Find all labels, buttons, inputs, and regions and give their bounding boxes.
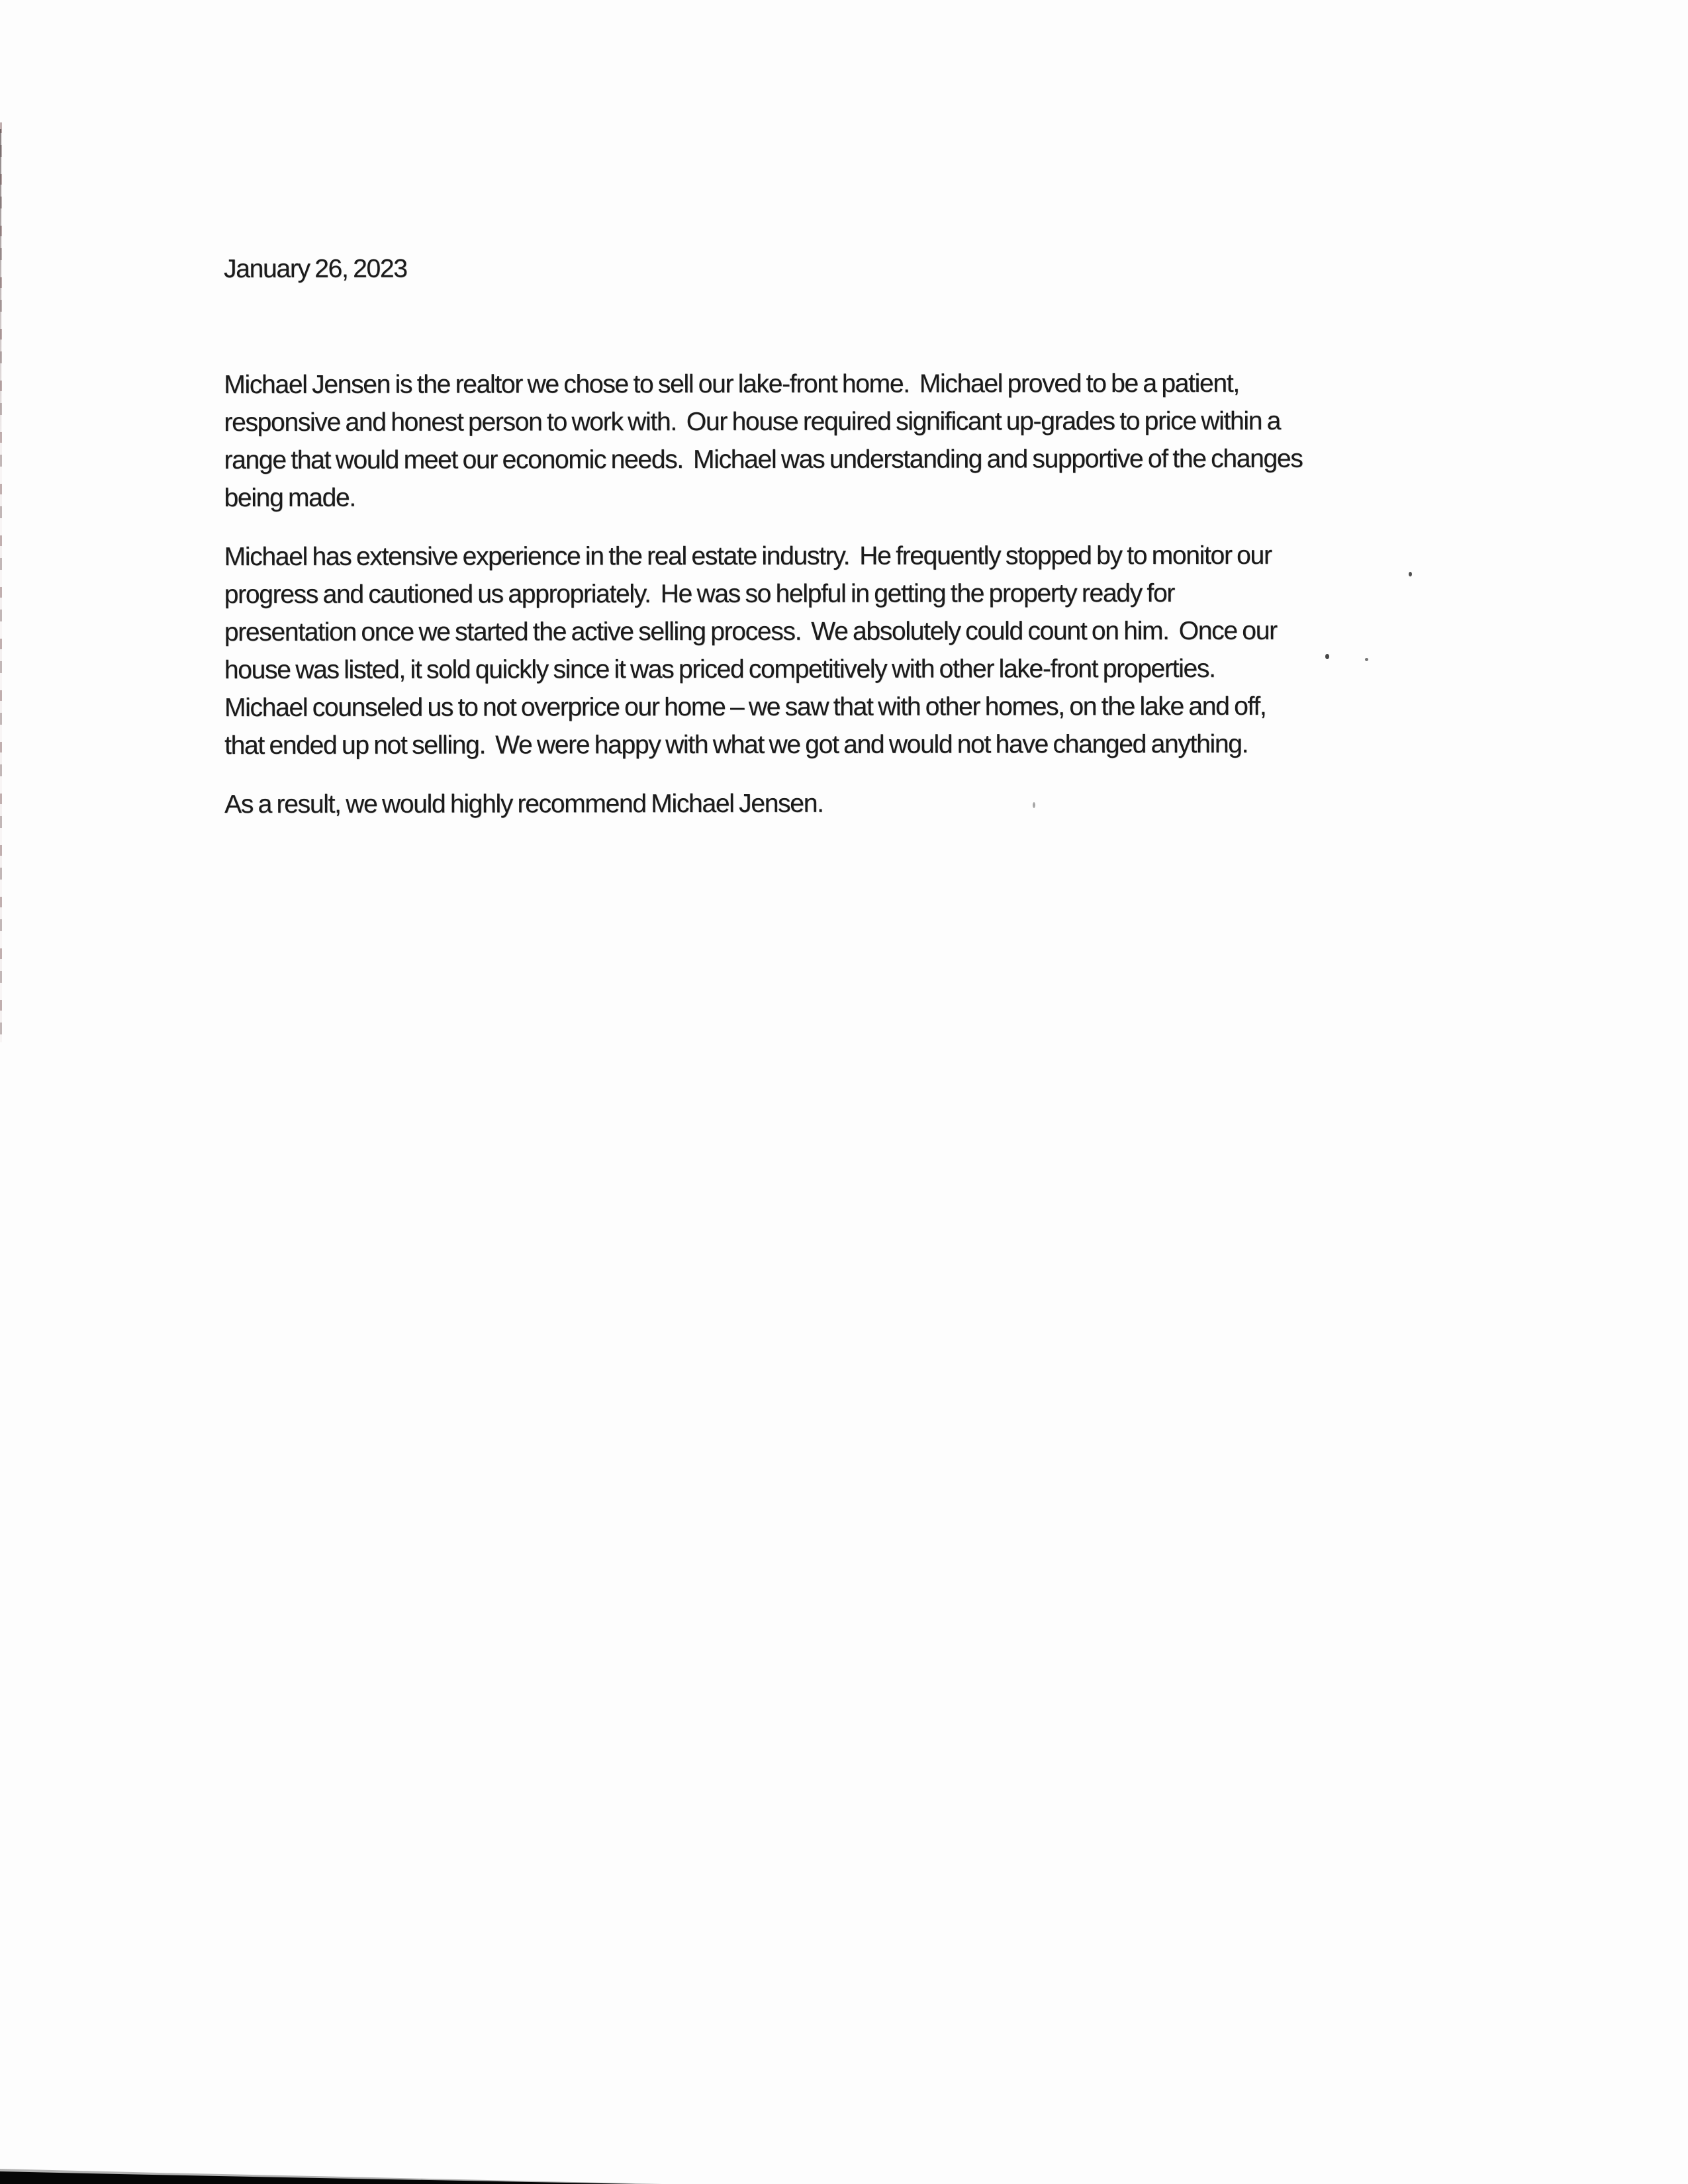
text-line: presentation once we started the active selling process. We absolutely could count on him. Once our <box>224 616 1277 647</box>
text-line: being made. <box>224 483 355 512</box>
scan-left-edge-artifact-dark <box>0 129 1 433</box>
text-line: range that would meet our economic needs. Michael was understanding and supportive of the changes <box>224 444 1303 475</box>
letter-date: January 26, 2023 <box>224 254 407 283</box>
ink-speck <box>1325 654 1329 659</box>
text-line: Michael has extensive experience in the real estate industry. He frequently stopped by to monitor our <box>224 541 1272 571</box>
ink-speck <box>1365 658 1368 661</box>
text-line: Michael Jensen is the realtor we chose to sell our lake-front home. Michael proved to be a patient, <box>224 369 1239 399</box>
paragraph-3 <box>224 784 1456 823</box>
text-line: responsive and honest person to work with. Our house required significant up-grades to price within a <box>224 406 1281 437</box>
paragraph-2 <box>224 536 1456 764</box>
ink-speck <box>1033 802 1035 808</box>
text-line: As a result, we would highly recommend Michael Jensen. <box>224 789 823 819</box>
text-line: that ended up not selling. We were happy with what we got and would not have changed anything. <box>224 729 1248 760</box>
text-line: progress and cautioned us appropriately. He was so helpful in getting the property ready for <box>224 578 1175 609</box>
text-line: house was listed, it sold quickly since it was priced competitively with other lake-front properties. <box>224 654 1215 684</box>
ink-speck <box>1409 572 1412 576</box>
text-line: Michael counseled us to not overprice our home – we saw that with other homes, on the lake and off, <box>224 692 1266 722</box>
letter-body <box>224 248 1456 844</box>
paragraph-1 <box>224 364 1455 517</box>
